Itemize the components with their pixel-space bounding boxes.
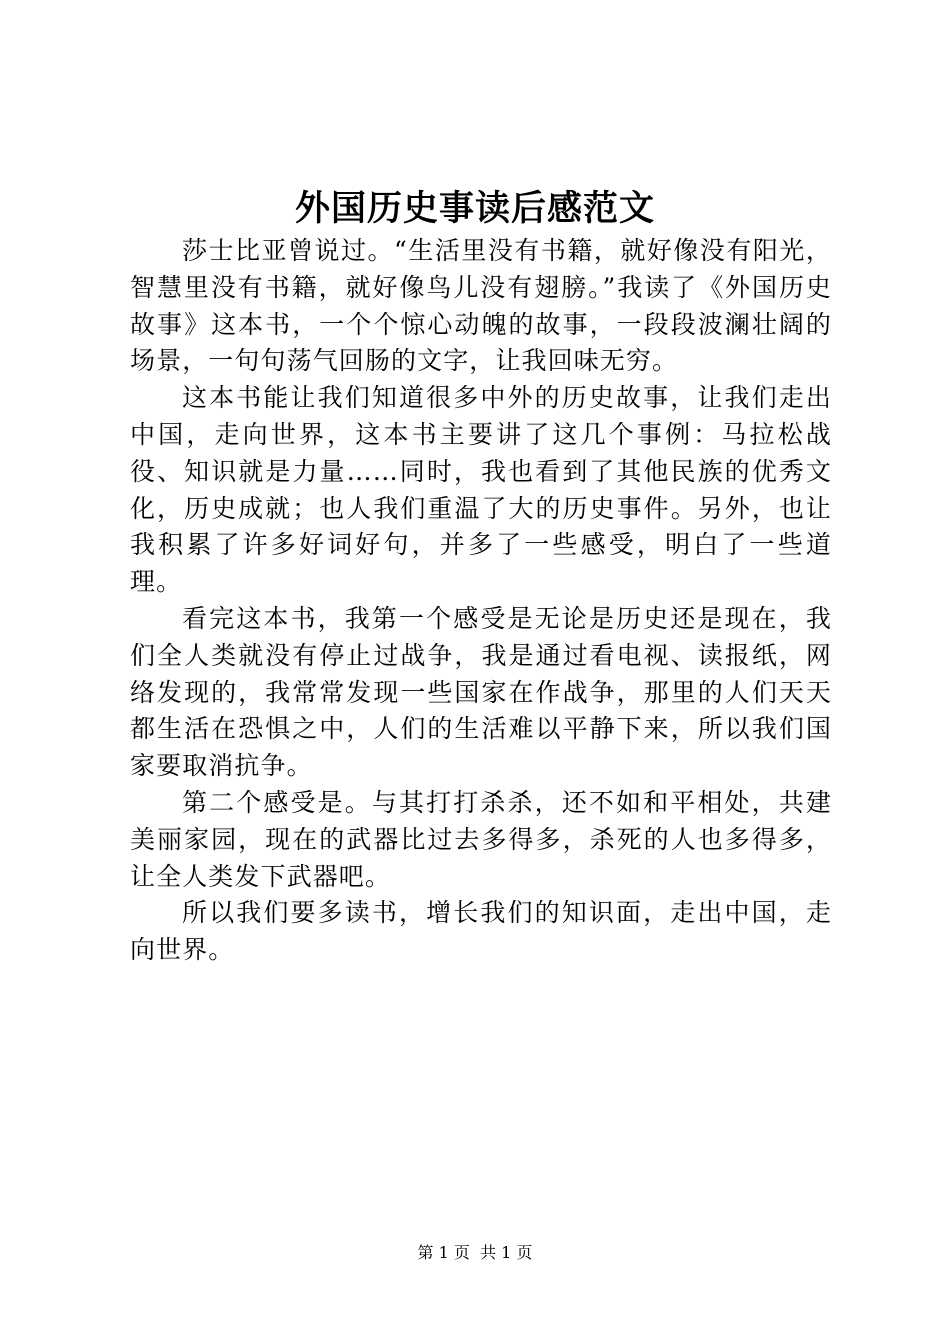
- paragraph-2: 这本书能让我们知道很多中外的历史故事，让我们走出中国，走向世界，这本书主要讲了这几个事例：马拉松战役、知识就是力量……同时，我也看到了其他民族的优秀文化，历史成就；也人我们重温了大的历史事件。另外，也让我积累了许多好词好句，并多了一些感受，明白了一些道理。: [130, 383, 832, 597]
- paragraph-3: 看完这本书，我第一个感受是无论是历史还是现在，我们全人类就没有停止过战争，我是通过看电视、读报纸，网络发现的，我常常发现一些国家在作战争，那里的人们天天都生活在恐惧之中，人们的生活难以平静下来，所以我们国家要取消抗争。: [130, 603, 832, 781]
- paragraph-4: 第二个感受是。与其打打杀杀，还不如和平相处，共建美丽家园，现在的武器比过去多得多，杀死的人也多得多，让全人类发下武器吧。: [130, 787, 832, 891]
- paragraph-1: 莎士比亚曾说过。“生活里没有书籍，就好像没有阳光，智慧里没有书籍，就好像鸟儿没有翅膀。”我读了《外国历史故事》这本书，一个个惊心动魄的故事，一段段波澜壮阔的场景，一句句荡气回肠的文字，让我回味无穷。: [130, 236, 832, 376]
- footer-spacer: [470, 1243, 480, 1262]
- paragraph-5: 所以我们要多读书，增长我们的知识面，走出中国，走向世界。: [130, 898, 832, 965]
- document-body: [130, 233, 832, 969]
- page-footer: [0, 1242, 950, 1264]
- document-title: 外国历史事读后感范文: [294, 188, 655, 229]
- page-number: 第 1 页: [417, 1243, 470, 1262]
- page-total: 共 1 页: [480, 1243, 533, 1262]
